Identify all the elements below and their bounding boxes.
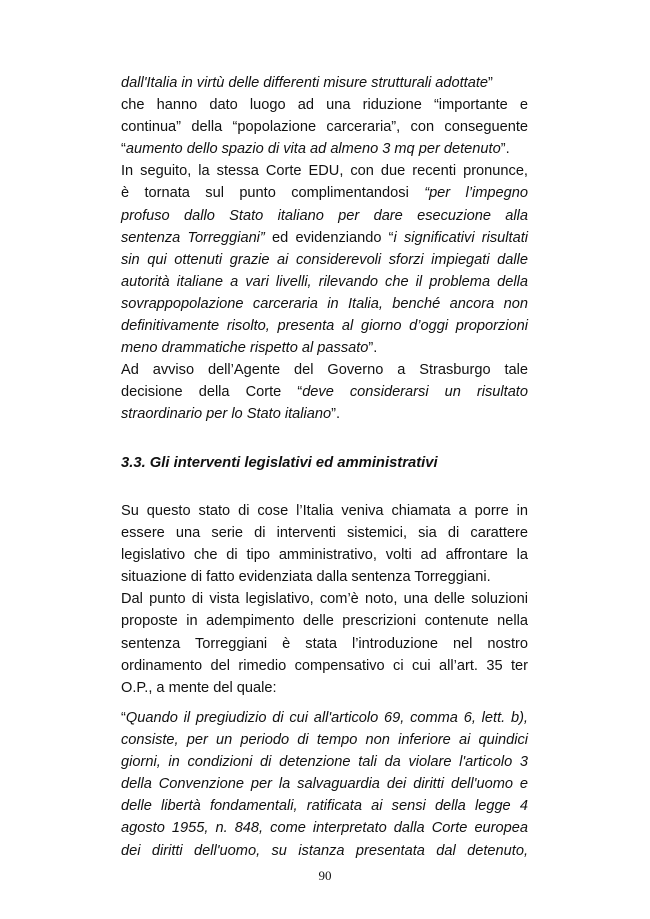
- text-line: [121, 94, 528, 116]
- text-line: [121, 751, 528, 773]
- text-run: proposte in adempimento delle prescrizioni contenute nella: [121, 613, 528, 630]
- text-run: O.P., a mente del quale:: [121, 679, 277, 696]
- italic-run: “per l’impegno: [424, 185, 528, 202]
- text-run: Ad avviso dell’Agente del Governo a Strasburgo tale: [121, 362, 528, 379]
- text-line: [121, 544, 528, 566]
- italic-run: straordinario per lo Stato italiano: [121, 406, 332, 423]
- text-line: [121, 403, 528, 425]
- text-run: ”: [488, 75, 493, 91]
- text-run: Su questo stato di cose l’Italia veniva chiamata a porre in: [121, 503, 528, 519]
- text-line: [121, 566, 528, 588]
- text-run: che hanno dato luogo ad una riduzione “importante e: [121, 97, 528, 114]
- text-line: [121, 160, 528, 182]
- text-run: Dal punto di vista legislativo, com’è noto, una delle soluzioni: [121, 591, 528, 608]
- text-line: [121, 116, 528, 138]
- text-line: [121, 227, 528, 249]
- text-line: [121, 337, 528, 359]
- text-line: [121, 633, 528, 655]
- text-line: [121, 522, 528, 544]
- text-run: ed evidenziando “: [264, 229, 394, 246]
- text-line: [121, 588, 528, 610]
- text-line: [121, 729, 528, 751]
- text-line: [121, 817, 528, 839]
- italic-run: definitivamente risolto, presenta al giorno d’oggi proporzioni: [121, 318, 528, 335]
- paragraph-2: [121, 500, 528, 699]
- text-run: legislativo che di tipo amministrativo, volti ad affrontare la: [121, 547, 528, 564]
- text-run: “: [121, 710, 126, 726]
- italic-run: sentenza Torreggiani”: [121, 229, 265, 246]
- italic-run: sin qui ottenuti grazie ai considerevoli sforzi impiegati dalle: [121, 251, 528, 268]
- text-run: ordinamento del rimedio compensativo ci cui all’art. 35 ter: [121, 657, 528, 674]
- text-line: [121, 72, 528, 94]
- text-line: [121, 500, 528, 522]
- text-line: [121, 359, 528, 381]
- text-line: [121, 707, 528, 729]
- italic-run: giorni, in condizioni di detenzione tali da violare l'articolo 3: [121, 754, 528, 771]
- italic-run: profuso dallo Stato italiano per dare esecuzione alla: [121, 207, 528, 224]
- italic-run: autorità italiane a vari livelli, rilevando che il problema della: [121, 273, 528, 290]
- italic-run: della Convenzione per la salvaguardia dei diritti dell'uomo e: [121, 776, 528, 793]
- italic-run: dei diritti dell'uomo, su istanza presentata dal detenuto,: [121, 842, 528, 859]
- text-run: situazione di fatto evidenziata dalla sentenza Torreggiani.: [121, 569, 491, 586]
- text-run: è tornata sul punto complimentandosi: [121, 185, 425, 202]
- text-line: [121, 655, 528, 677]
- text-line: [121, 677, 528, 699]
- italic-run: sovrappopolazione carceraria in Italia, benché ancora non: [121, 295, 528, 312]
- text-run: In seguito, la stessa Corte EDU, con due recenti pronunce,: [121, 163, 528, 180]
- text-line: [121, 138, 528, 160]
- paragraph-1: [121, 72, 528, 426]
- text-line: [121, 840, 528, 862]
- text-line: [121, 381, 528, 403]
- text-run: essere una serie di interventi sistemici, sia di carattere: [121, 525, 528, 542]
- text-line: [121, 795, 528, 817]
- italic-run: Quando il pregiudizio di cui all'articolo 69, comma 6, lett. b),: [125, 710, 528, 726]
- italic-run: deve considerarsi un risultato: [302, 384, 528, 401]
- text-run: ”.: [500, 141, 510, 158]
- paragraph-3-quote: [121, 707, 528, 862]
- text-line: [121, 293, 528, 315]
- text-line: [121, 249, 528, 271]
- page-number: 90: [318, 868, 332, 883]
- text-line: [121, 315, 528, 337]
- italic-run: delle libertà fondamentali, ratificata ai sensi della legge 4: [121, 798, 528, 815]
- italic-run: aumento dello spazio di vita ad almeno 3 mq per detenuto: [125, 141, 501, 158]
- text-line: [121, 205, 528, 227]
- italic-run: consiste, per un periodo di tempo non inferiore ai quindici: [121, 732, 528, 749]
- italic-run: meno drammatiche rispetto al passato: [121, 340, 369, 357]
- text-line: [121, 773, 528, 795]
- text-run: ”.: [368, 340, 378, 357]
- text-run: sentenza Torreggiani è stata l’introduzione nel nostro: [121, 635, 528, 652]
- text-run: continua” della “popolazione carceraria”, con conseguente: [121, 119, 528, 136]
- italic-run: agosto 1955, n. 848, come interpretato dalla Corte europea: [121, 820, 528, 837]
- text-run: decisione della Corte “: [121, 384, 303, 401]
- text-run: “: [121, 141, 126, 158]
- text-line: [121, 271, 528, 293]
- italic-run: dall'Italia in virtù delle differenti misure strutturali adottate: [121, 75, 488, 91]
- text-line: [121, 182, 528, 204]
- italic-run: i significativi risultati: [393, 229, 529, 246]
- text-run: ”.: [331, 406, 341, 423]
- text-line: [121, 610, 528, 632]
- section-heading: 3.3. Gli interventi legislativi ed amministrativi: [121, 455, 438, 471]
